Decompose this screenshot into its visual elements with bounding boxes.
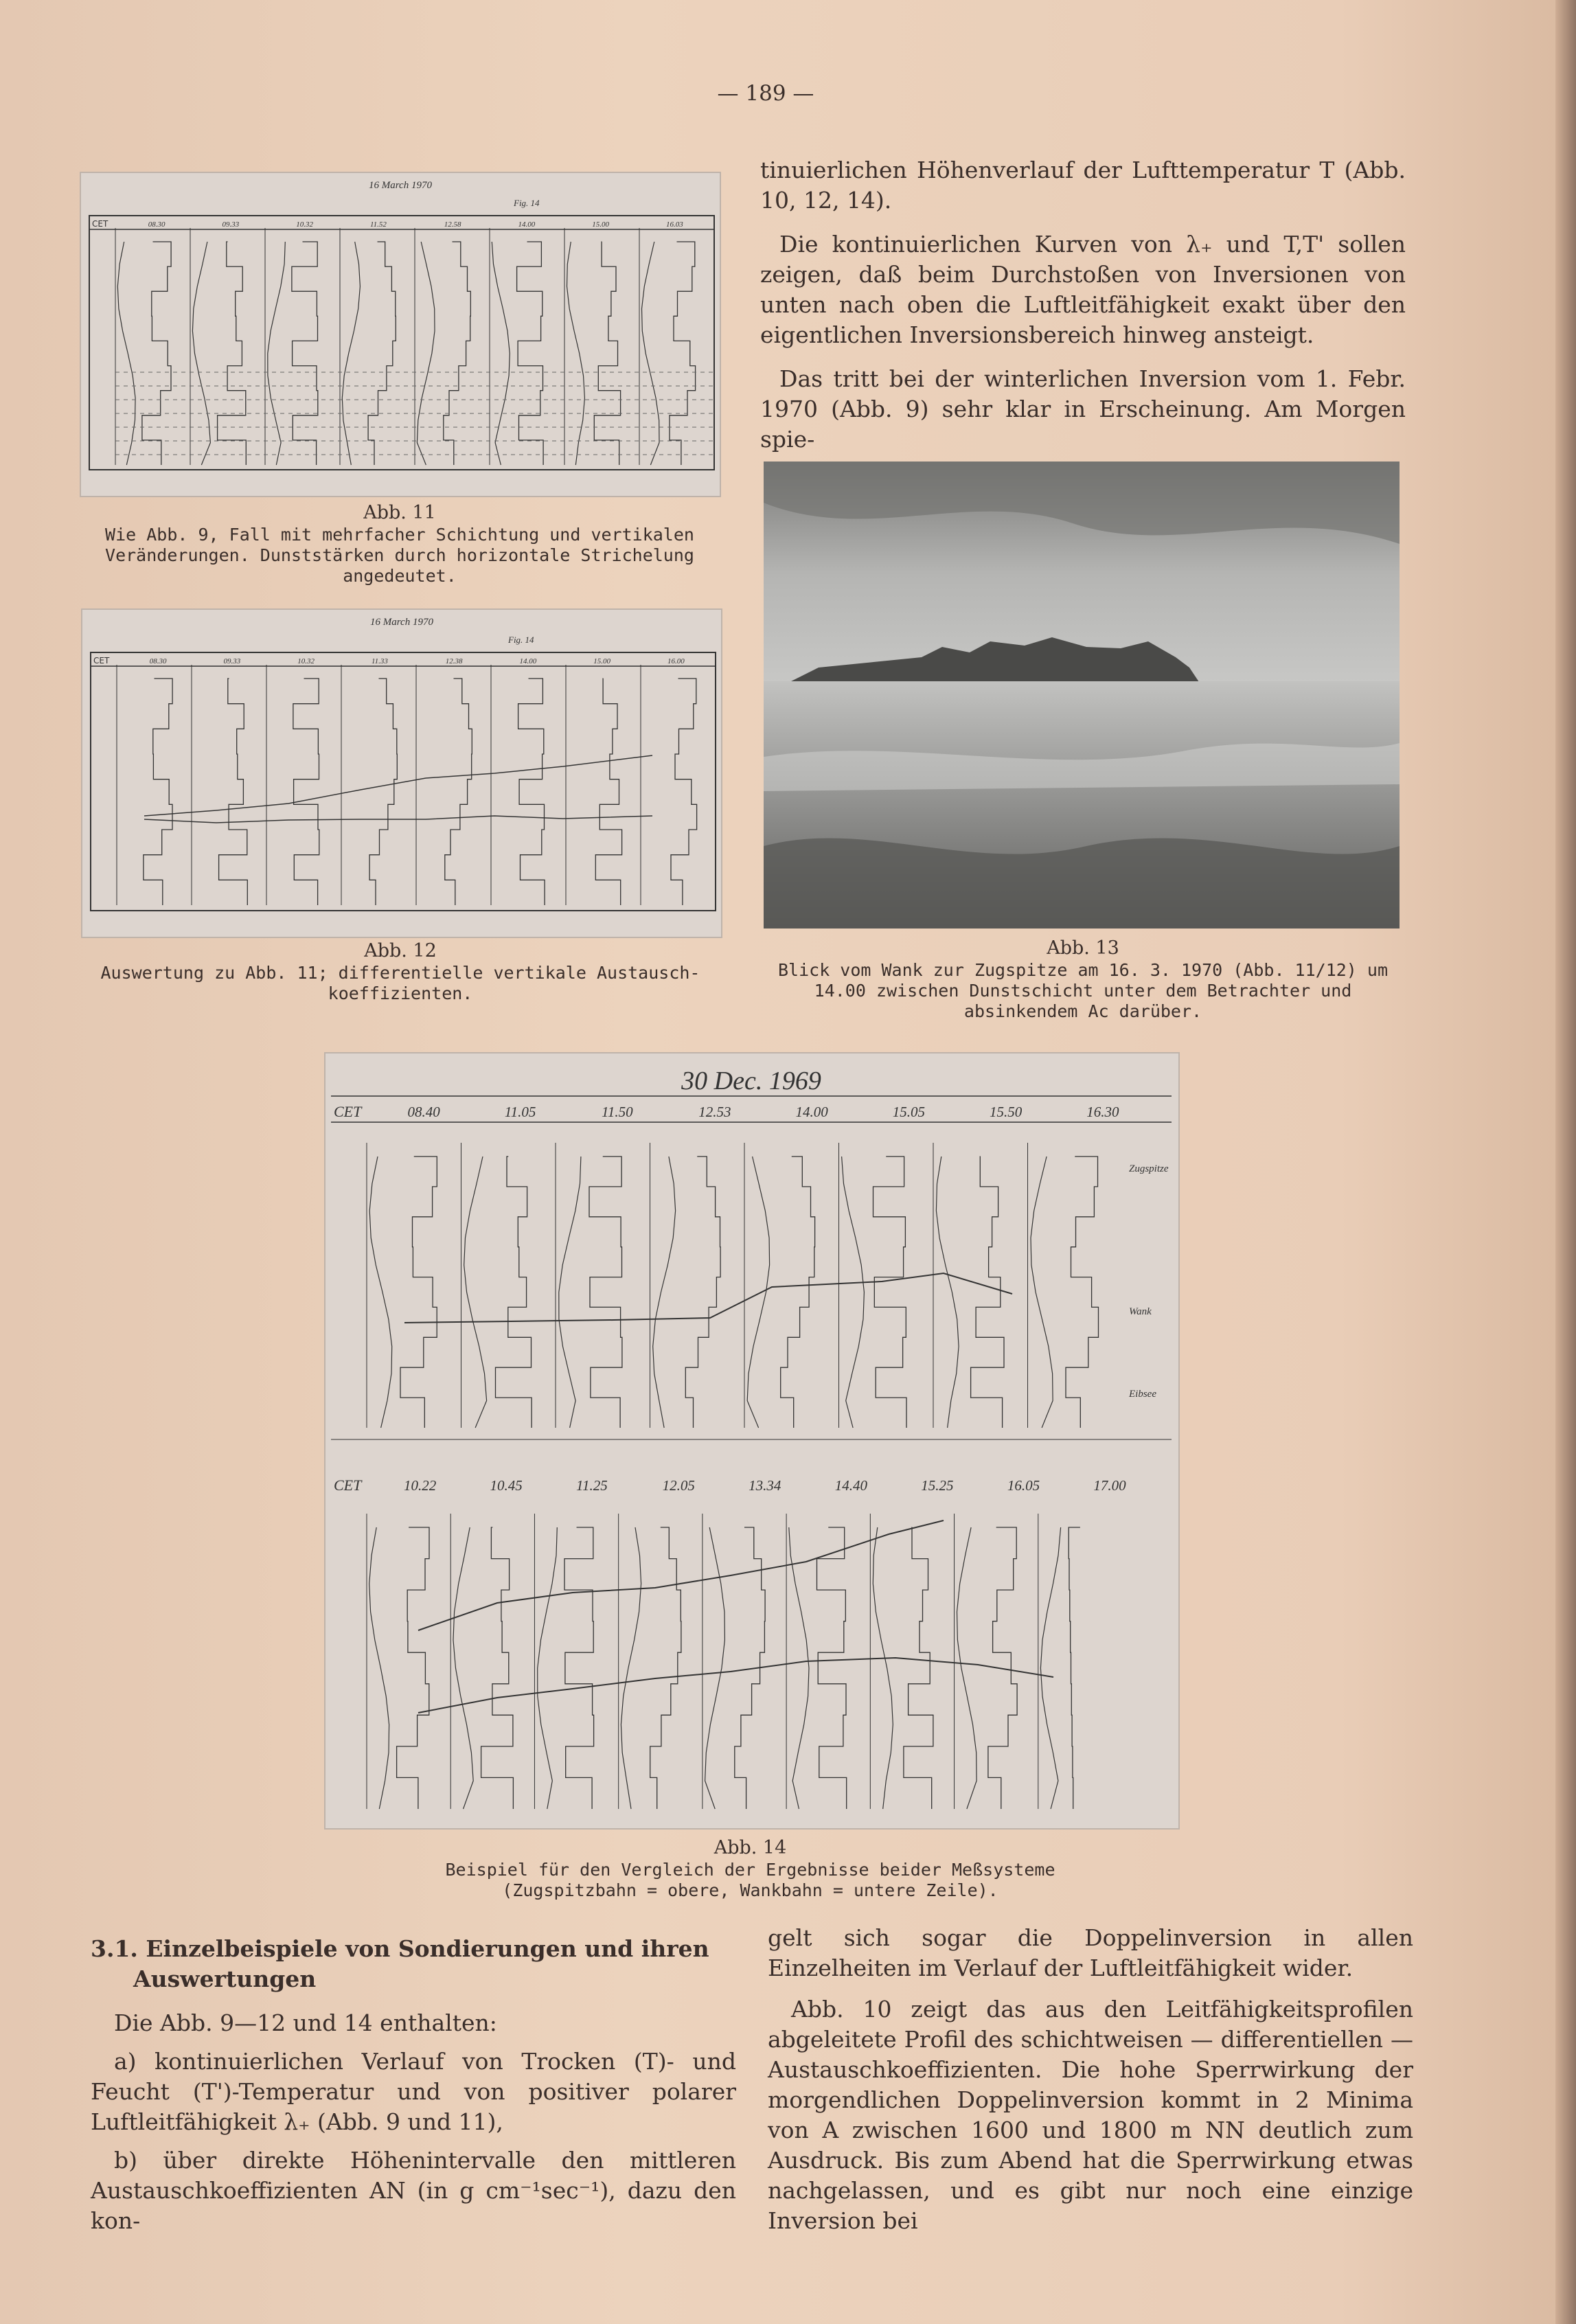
time-label: 11.25 <box>576 1477 608 1494</box>
svg-text:CET: CET <box>92 219 109 229</box>
right-bottom-text <box>768 1923 1413 2236</box>
time-label: 08.40 <box>407 1104 440 1120</box>
station-label: Wank <box>1129 1306 1152 1317</box>
time-label: 14.00 <box>795 1104 828 1120</box>
time-label: 08.30 <box>149 657 167 665</box>
paragraph: Abb. 10 zeigt das aus den Leitfähigkeitsprofilen abgeleitete Profil des schichtweisen — differentiellen — Austauschkoeffizienten. Die hohe Sperrwirkung der morgendlichen Doppelinversion kommt in 2 Minima von A zwischen 1600 und 1800 m NN deutlich zum Ausdruck. Bis zum Abend hat die Sperrwirkung etwas nachgelassen, und es gibt nur noch eine einzige Inversion bei <box>768 1996 1413 2234</box>
time-label: 17.00 <box>1093 1477 1126 1494</box>
caption-label: Abb. 14 <box>713 1837 787 1858</box>
section-title: Einzelbeispiele von Sondierungen und ihren Auswertungen <box>133 1935 709 1992</box>
paragraph: gelt sich sogar die Doppelinversion in allen Einzelheiten im Verlauf der Luftleitfähigkeit wider. <box>768 1924 1413 1981</box>
time-label: 11.50 <box>601 1104 633 1120</box>
time-label: 15.05 <box>892 1104 925 1120</box>
caption-label: Abb. 13 <box>1047 937 1119 959</box>
time-label: 16.00 <box>667 657 685 665</box>
svg-text:CET: CET <box>93 656 110 665</box>
right-top-text <box>760 155 1406 455</box>
time-label: 10.32 <box>296 220 313 229</box>
fig11-date: 16 March 1970 <box>369 180 432 191</box>
fig11-fig-label: Fig. 14 <box>514 198 540 208</box>
caption-abb-14 <box>412 1838 1088 1901</box>
left-bottom-text <box>91 1934 736 2236</box>
paragraph: b) über direkte Höhenintervalle den mittleren Austauschkoeffizienten AN (in g cm⁻¹sec⁻¹), dazu den kon- <box>91 2147 736 2234</box>
caption-text: Blick vom Wank zur Zugspitze am 16. 3. 1970 (Abb. 11/12) um 14.00 zwischen Dunstschicht unter dem Betrachter und absinkendem Ac darüber. <box>777 960 1389 1021</box>
fig11-time-labels <box>148 220 684 229</box>
page-number: — 189 — <box>717 81 814 106</box>
station-label: Zugspitze <box>1129 1163 1169 1174</box>
fig12-fig-label: Fig. 14 <box>508 635 534 645</box>
time-label: 11.52 <box>369 220 387 229</box>
section-number: 3.1. <box>91 1935 138 1962</box>
figure-abb-14 <box>324 1052 1180 1830</box>
time-label: 10.22 <box>403 1477 437 1494</box>
caption-abb-13 <box>760 938 1406 1022</box>
page-edge <box>1555 0 1576 2324</box>
paragraph: tinuierlichen Höhenverlauf der Lufttemperatur T (Abb. 10, 12, 14). <box>760 157 1406 214</box>
time-label: 12.05 <box>662 1477 695 1494</box>
time-label: 14.00 <box>518 220 536 229</box>
fig14-time-labels-bottom <box>404 1477 1126 1494</box>
time-label: 12.53 <box>698 1104 731 1120</box>
time-label: 16.05 <box>1007 1477 1040 1494</box>
station-label: Eibsee <box>1129 1389 1156 1400</box>
figure-abb-11 <box>80 172 721 497</box>
photo-zugspitze <box>764 462 1400 929</box>
paragraph: Die Abb. 9—12 und 14 enthalten: <box>114 2009 497 2036</box>
time-label: 16.03 <box>665 220 683 229</box>
fig12-date: 16 March 1970 <box>370 617 433 628</box>
time-label: 16.30 <box>1086 1104 1119 1120</box>
time-label: 13.34 <box>749 1477 781 1494</box>
caption-text: Beispiel für den Vergleich der Ergebnisse beider Meßsysteme (Zugspitzbahn = obere, Wankbahn = untere Zeile). <box>445 1860 1055 1900</box>
fig14-cet-top: CET <box>334 1103 362 1120</box>
time-label: 10.32 <box>297 657 315 665</box>
time-label: 15.50 <box>989 1104 1023 1120</box>
time-label: 15.00 <box>592 220 609 229</box>
caption-label: Abb. 11 <box>363 502 436 523</box>
caption-abb-12 <box>81 941 720 1004</box>
time-label: 11.33 <box>371 657 388 665</box>
time-label: 14.40 <box>834 1477 867 1494</box>
time-label: 09.33 <box>223 657 241 665</box>
time-label: 10.45 <box>490 1477 523 1494</box>
section-heading <box>91 1934 736 1994</box>
fig14-cet-bottom: CET <box>334 1477 362 1494</box>
time-label: 15.25 <box>921 1477 954 1494</box>
caption-text: Wie Abb. 9, Fall mit mehrfacher Schichtung und vertikalen Veränderungen. Dunststärken durch horizontale Strichelung angedeutet. <box>105 525 694 586</box>
time-label: 12.38 <box>445 657 463 665</box>
paragraph: Das tritt bei der winterlichen Inversion vom 1. Febr. 1970 (Abb. 9) sehr klar in Erscheinung. Am Morgen spie- <box>760 365 1406 453</box>
caption-label: Abb. 12 <box>364 940 437 961</box>
figure-abb-12 <box>81 608 722 938</box>
time-label: 14.00 <box>519 657 537 665</box>
fig14-title: 30 Dec. 1969 <box>681 1067 821 1095</box>
caption-text: Auswertung zu Abb. 11; differentielle vertikale Austausch-koeffizienten. <box>100 963 700 1003</box>
time-label: 08.30 <box>148 220 165 229</box>
time-label: 09.33 <box>222 220 240 229</box>
paragraph: a) kontinuierlichen Verlauf von Trocken (T)- und Feucht (T')-Temperatur und von positiver polarer Luftleitfähigkeit λ₊ (Abb. 9 und 11), <box>91 2048 736 2135</box>
fig12-time-labels <box>150 657 685 665</box>
time-label: 15.00 <box>593 657 610 665</box>
caption-abb-11 <box>77 503 722 586</box>
time-label: 11.05 <box>504 1104 536 1120</box>
paragraph: Die kontinuierlichen Kurven von λ₊ und T,T' sollen zeigen, daß beim Durchstoßen von Inversionen von unten nach oben die Luftleitfähigkeit exakt über den eigentlichen Inversionsbereich hinweg ansteigt. <box>760 231 1406 348</box>
time-label: 12.58 <box>444 220 461 229</box>
fig14-time-labels-top <box>407 1104 1119 1120</box>
